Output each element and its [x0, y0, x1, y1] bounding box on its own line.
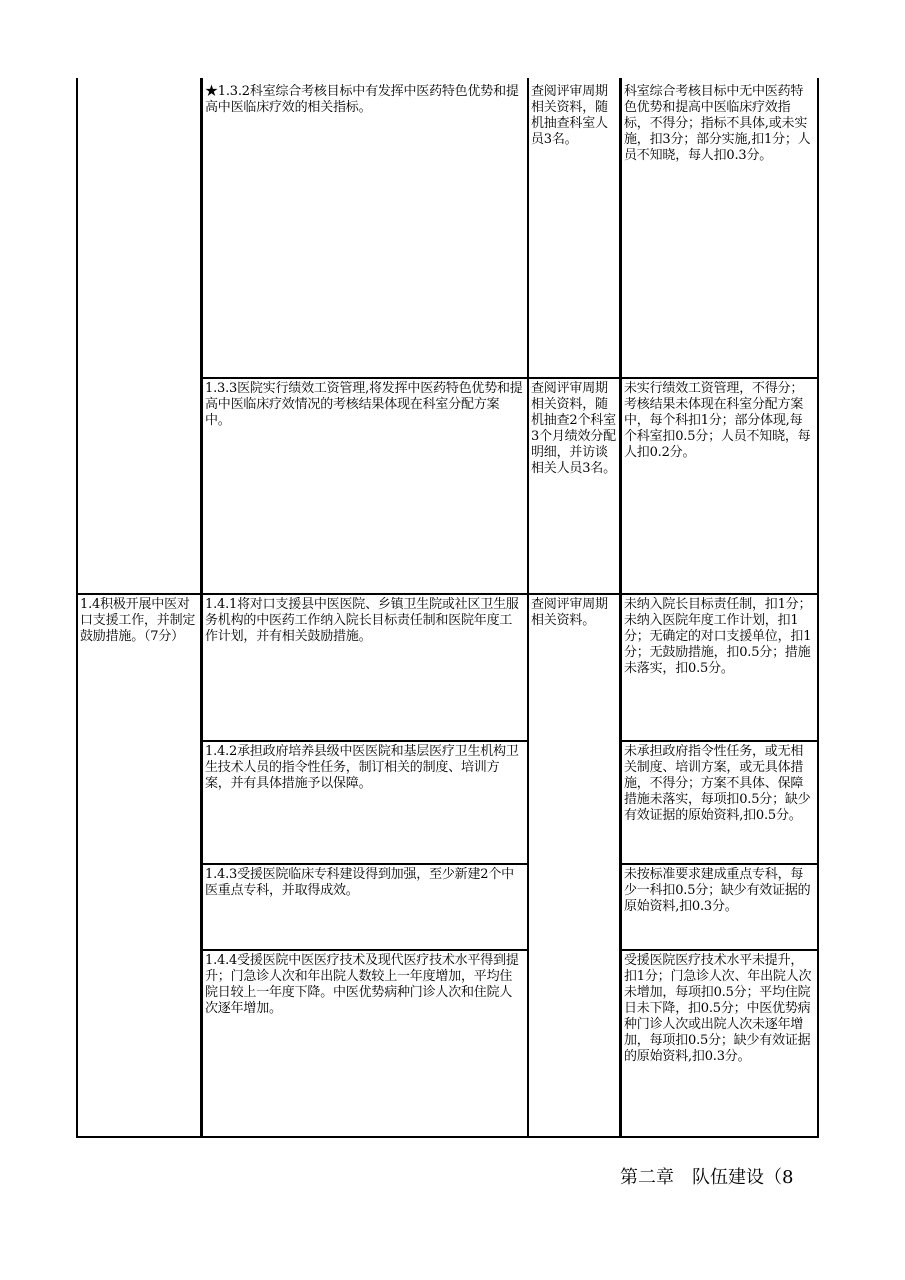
table-column-rule: [200, 78, 203, 1138]
row-divider: [619, 863, 819, 865]
table-border-bottom: [76, 1136, 819, 1138]
row-divider: [619, 740, 819, 742]
criterion-1-4-3: 1.4.3受援医院临床专科建设得到加强，至少新建2个中医重点专科，并取得成效。: [205, 867, 514, 898]
section-1-4-title: 1.4积极开展中医对口支援工作，并制定鼓励措施。（7分）: [80, 597, 196, 644]
row-divider: [76, 593, 819, 595]
row-divider: [619, 949, 819, 951]
chapter-footer: 第二章 队伍建设（8: [620, 1167, 794, 1188]
scoring-1-4-4: 受援医院医疗技术水平未提升，扣1分；门急诊人次、年出院人次未增加，每项扣0.5分；平均住院日未下降，扣0.5分；中医优势病种门诊人次或出院人次未逐年增加，每项扣0.5分；缺少有效证据的原始资料,扣0.3分。: [624, 953, 812, 1064]
table-border-right: [817, 78, 819, 1138]
criterion-1-4-1: 1.4.1将对口支援县中医医院、乡镇卫生院或社区卫生服务机构的中医药工作纳入院长目标责任制和医院年度工作计划，并有相关鼓励措施。: [205, 597, 519, 644]
method-1-4: 查阅评审周期相关资料。: [531, 597, 608, 628]
scoring-1-4-1: 未纳入院长目标责任制，扣1分；未纳入医院年度工作计划，扣1分；无确定的对口支援单位，扣1分；无鼓励措施，扣0.5分；措施未落实，扣0.5分。: [624, 597, 812, 676]
scoring-1-3-3: 未实行绩效工资管理，不得分；考核结果未体现在科室分配方案中，每个科扣1分；部分体现,每个科室扣0.5分；人员不知晓，每人扣0.2分。: [624, 381, 811, 460]
method-1-3-2: 查阅评审周期相关资料，随机抽查科室人员3名。: [531, 84, 608, 147]
table-column-rule: [527, 78, 529, 1138]
scoring-1-4-2: 未承担政府指令性任务，或无相关制度、培训方案，或无具体措施，不得分；方案不具体、保障措施未落实，每项扣0.5分；缺少有效证据的原始资料,扣0.5分。: [624, 744, 811, 823]
criterion-1-4-2: 1.4.2承担政府培养县级中医医院和基层医疗卫生机构卫生技术人员的指令性任务，制订相关的制度、培训方案，并有具体措施予以保障。: [205, 744, 519, 791]
row-divider: [200, 377, 819, 379]
scoring-1-3-2: 科室综合考核目标中无中医药特色优势和提高中医临床疗效指标，不得分；指标不具体,或未实施，扣3分；部分实施,扣1分；人员不知晓，每人扣0.3分。: [624, 84, 811, 163]
standards-table: [76, 78, 820, 1138]
criterion-1-4-4: 1.4.4受援医院中医医疗技术及现代医疗技术水平得到提升；门急诊人次和年出院人数较上一年度增加，平均住院日较上一年度下降。中医优势病种门诊人次和住院人次逐年增加。: [205, 953, 519, 1016]
method-1-3-3: 查阅评审周期相关资料，随机抽查2个科室3个月绩效分配明细，并访谈相关人员3名。: [531, 381, 616, 476]
row-divider: [200, 863, 529, 865]
row-divider: [200, 949, 529, 951]
scoring-1-4-3: 未按标准要求建成重点专科，每少一科扣0.5分；缺少有效证据的原始资料,扣0.3分。: [624, 867, 811, 914]
table-border-left: [76, 78, 78, 1138]
criterion-1-3-2: ★1.3.2科室综合考核目标中有发挥中医药特色优势和提高中医临床疗效的相关指标。: [205, 84, 519, 115]
table-column-rule: [619, 78, 622, 1138]
criterion-1-3-3: 1.3.3医院实行绩效工资管理,将发挥中医药特色优势和提高中医临床疗效情况的考核结果体现在科室分配方案中。: [205, 381, 523, 428]
row-divider: [200, 740, 529, 742]
